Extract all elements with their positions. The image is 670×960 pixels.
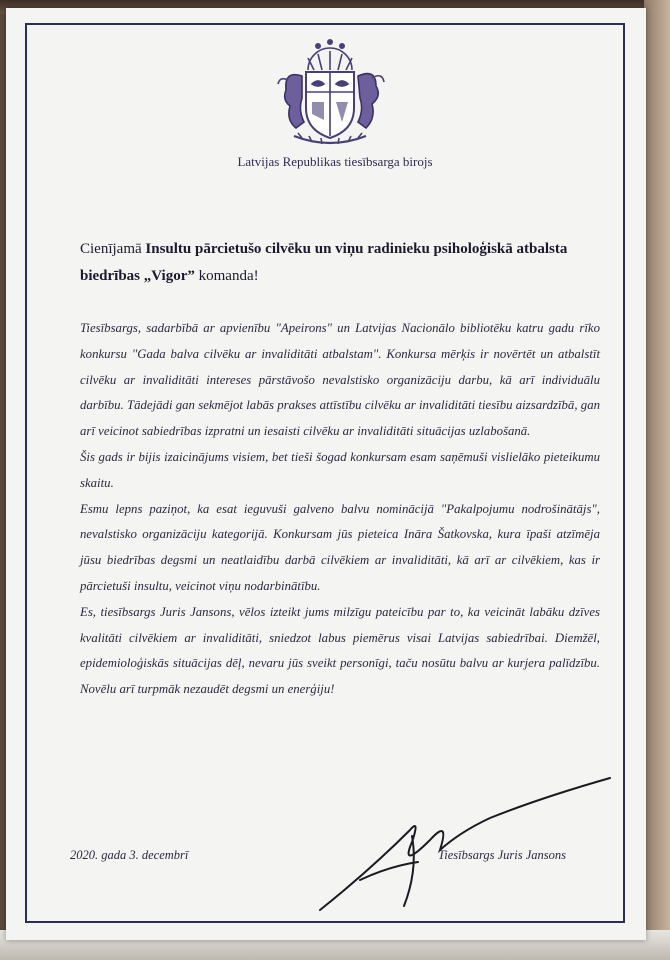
salutation — [80, 236, 600, 290]
signer-name: Tiesībsargs Juris Jansons — [438, 848, 567, 862]
handwritten-signature — [300, 770, 620, 920]
letter-body — [80, 316, 600, 703]
paragraph-3: Esmu lepns paziņot, ka esat ieguvuši galveno balvu nominācijā "Pakalpojumu nodrošinātājs", nevalstisko organizāciju kategorijā. Konkursam jūs pieteica Ināra Šatkovska, kura īpaši atzīmēja jūsu biedrības degsmi un neatlaidību darbā cilvēkiem ar invaliditāti, kā arī ar cilvēkiem, kas ir pārcietuši insultu, veicinot viņu nodarbinātību. — [80, 501, 600, 593]
letter-date: 2020. gada 3. decembrī — [70, 848, 189, 862]
paragraph-4: Es, tiesībsargs Juris Jansons, vēlos izteikt jums milzīgu pateicību par to, ka veicināt labāku dzīves kvalitāti cilvēkiem ar invaliditāti, sniedzot labus piemērus visai Latvijas sabiedrībai. Diemžēl, epidemioloģiskās situācijas dēļ, nevaru jūs sveikt personīgi, taču nosūtu balvu ar kurjera palīdzību. Novēlu arī turpmāk nezaudēt degsmi un enerģiju! — [80, 604, 600, 697]
paragraph-1: Tiesībsargs, sadarbībā ar apvienību "Apeirons" un Latvijas Nacionālo bibliotēku katru gadu rīko konkursu "Gada balva cilvēku ar invaliditāti atbalstam". Konkursa mērķis ir novērtēt un atbalstīt cilvēku ar invaliditāti intereses pārstāvošo nevalstisko organizāciju darbu, kā arī individuālu darbību. Tādejādi gan sekmējot labās prakses attīstību cilvēku ar invaliditāti tiesību aizsardzībā, gan arī veicinot sabiedrības izpratni un iesaisti cilvēku ar invaliditāti situācijas uzlabošanā. — [80, 321, 600, 439]
background-right — [644, 0, 670, 960]
organization-name: Insultu pārcietušo cilvēku un viņu radinieku psiholoģiskā atbalsta biedrības „Vigor” — [80, 241, 568, 284]
paragraph-2: Šis gads ir bijis izaicinājums visiem, bet tieši šogad konkursam esam saņēmuši vislielāko pieteikumu skaitu. — [80, 449, 600, 490]
latvian-coat-of-arms-icon — [272, 36, 388, 148]
salutation-suffix: komanda! — [198, 268, 259, 284]
office-name: Latvijas Republikas tiesībsarga birojs — [237, 154, 433, 169]
salutation-prefix: Cienījamā — [80, 241, 142, 257]
